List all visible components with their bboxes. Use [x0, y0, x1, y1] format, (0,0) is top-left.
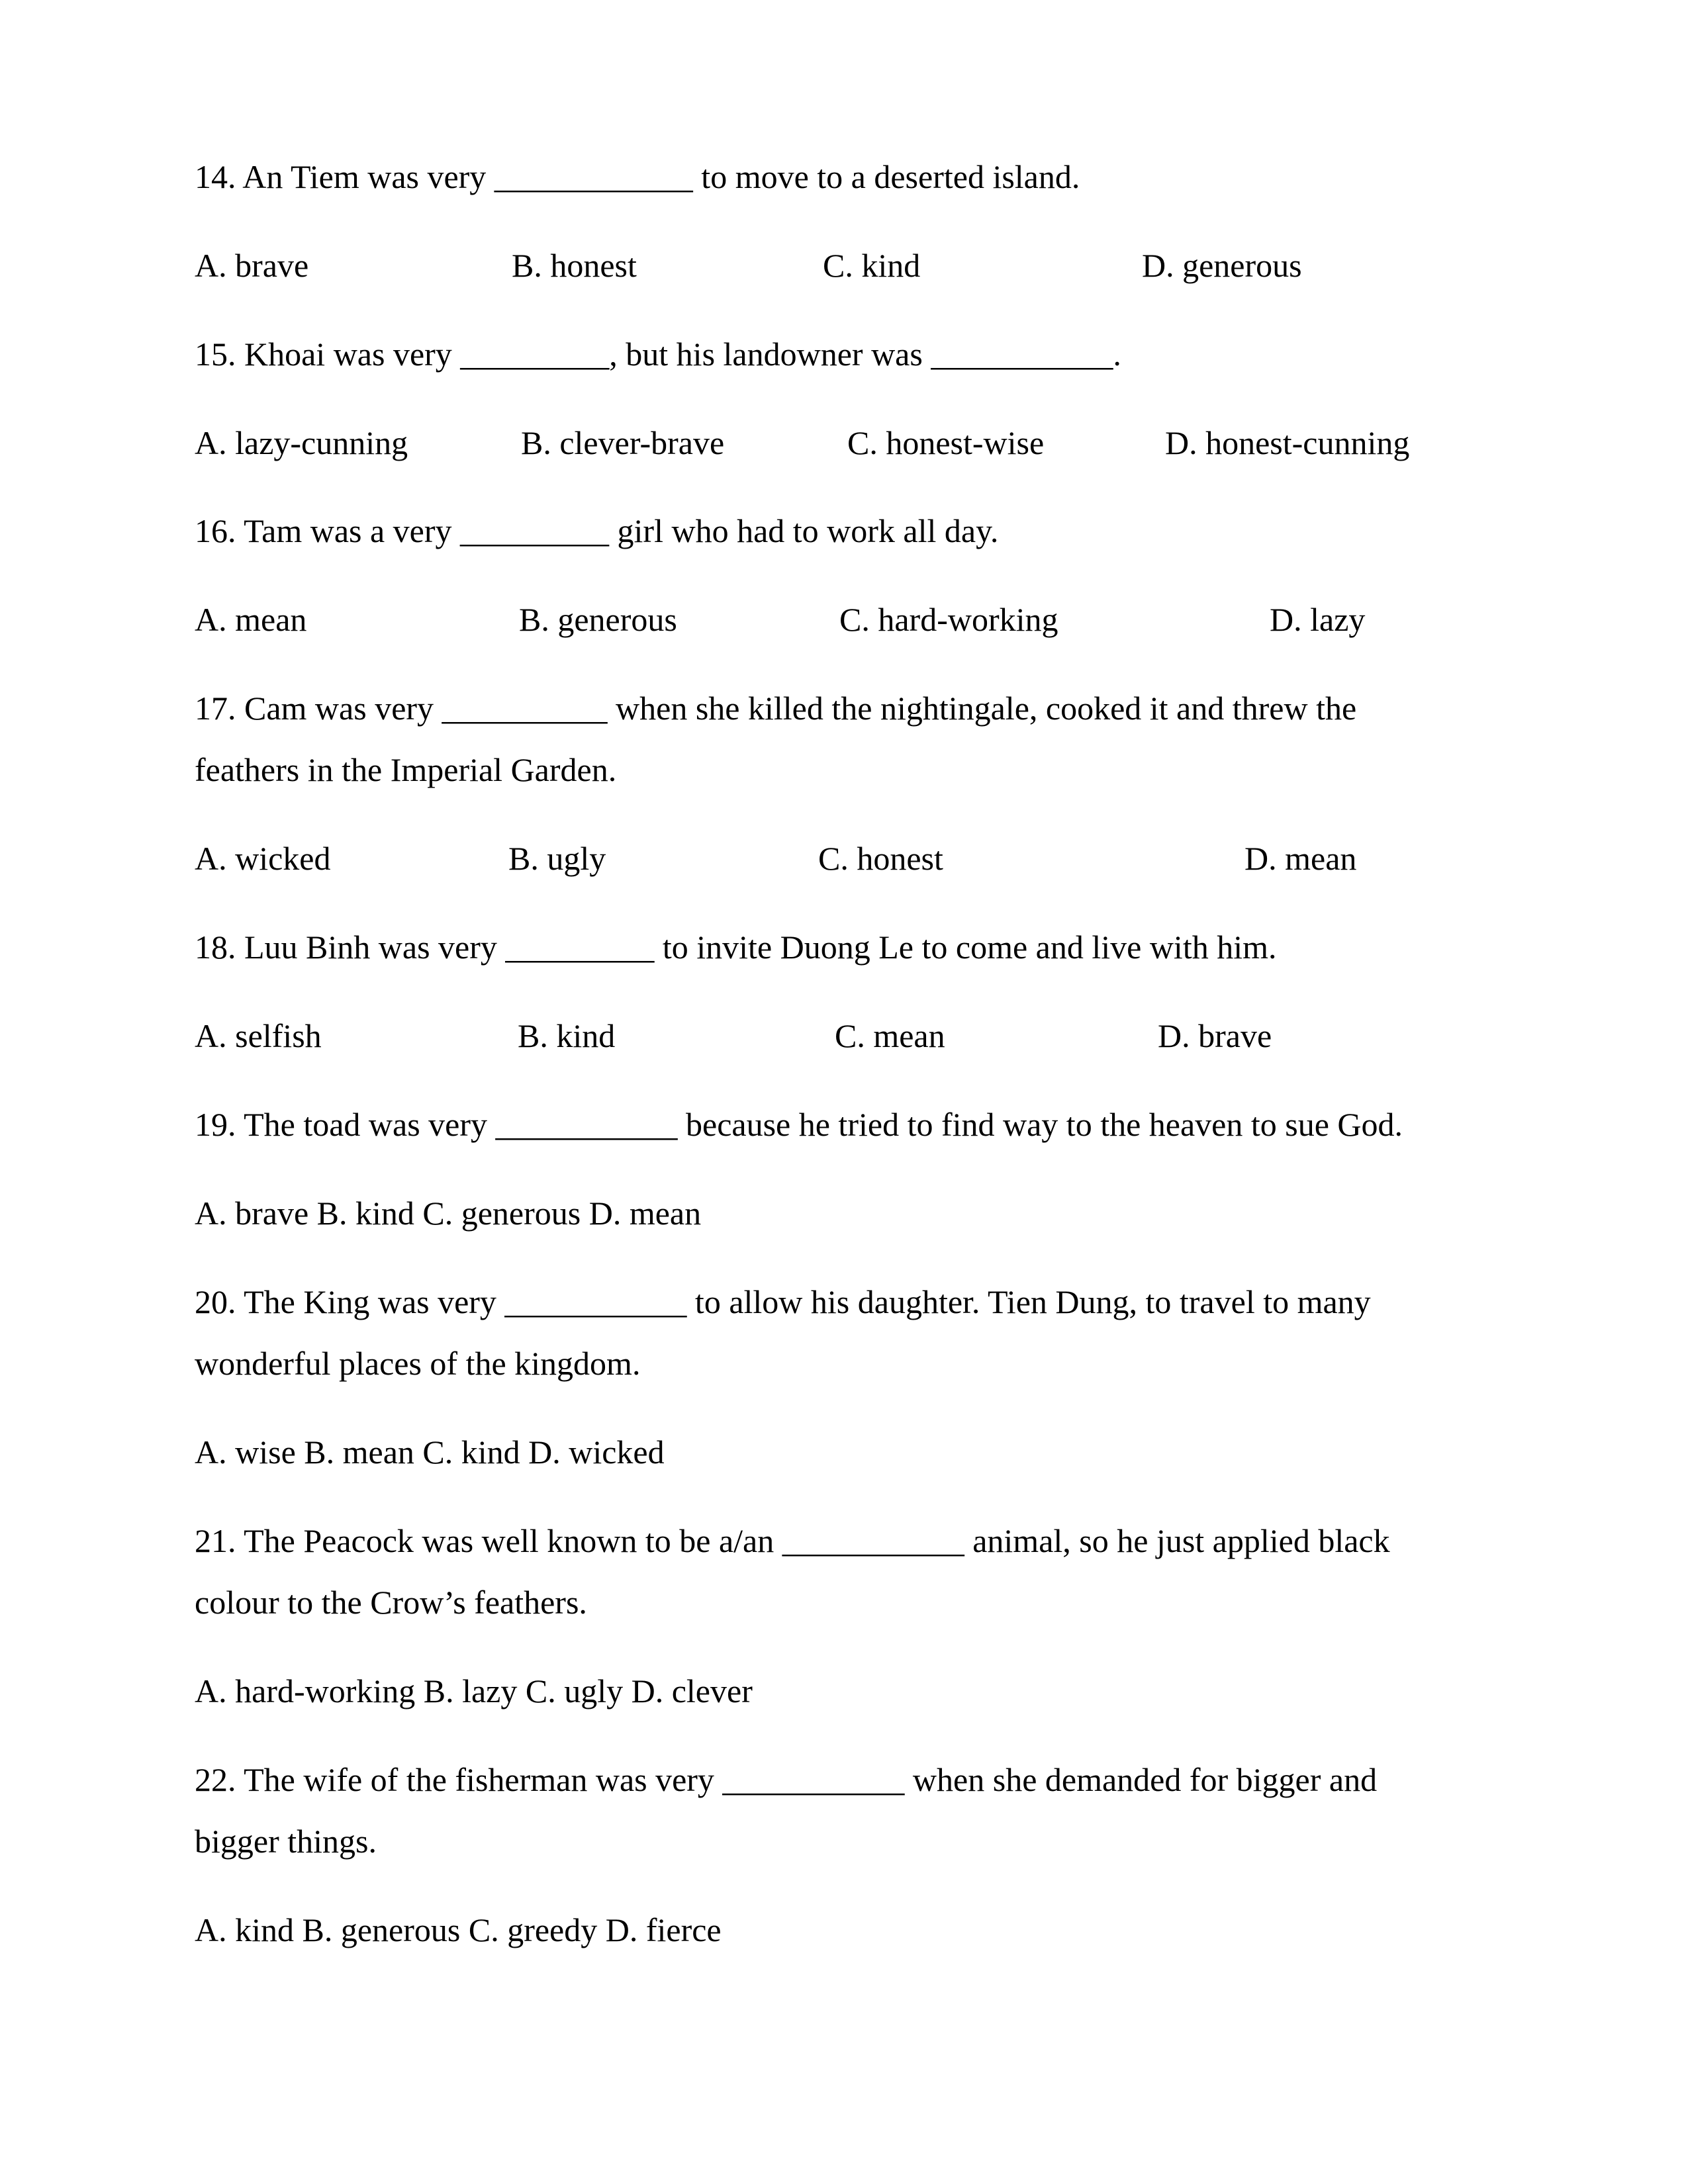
question-18-text: 18. Luu Binh was very _________ to invite Duong Le to come and live with him. [195, 929, 1277, 966]
q17-option-c: C. honest [818, 840, 943, 877]
q14-option-d: D. generous [1142, 247, 1302, 284]
q16-option-a: A. mean [195, 601, 307, 638]
q14-option-b: B. honest [512, 247, 637, 284]
q15-option-c: C. honest-wise [847, 424, 1045, 461]
question-16-text: 16. Tam was a very _________ girl who had to work all day. [195, 512, 999, 549]
question-21-text-line-1: 21. The Peacock was well known to be a/an ___________ animal, so he just applied black [195, 1522, 1390, 1559]
q16-option-c: C. hard-working [839, 601, 1058, 638]
q14-option-c: C. kind [823, 247, 921, 284]
q18-option-b: B. kind [518, 1017, 616, 1054]
q21-options: A. hard-working B. lazy C. ugly D. clever [195, 1672, 753, 1709]
question-17-text-line-2: feathers in the Imperial Garden. [195, 751, 617, 788]
question-17-text-line-1: 17. Cam was very __________ when she killed the nightingale, cooked it and threw the [195, 690, 1357, 727]
question-20-text-line-1: 20. The King was very ___________ to allow his daughter. Tien Dung, to travel to many [195, 1283, 1371, 1320]
q16-option-b: B. generous [519, 601, 677, 638]
question-19-text: 19. The toad was very ___________ because he tried to find way to the heaven to sue God. [195, 1106, 1403, 1143]
question-22-text-line-2: bigger things. [195, 1823, 377, 1860]
question-15-text: 15. Khoai was very _________, but his landowner was ___________. [195, 336, 1121, 373]
q18-option-c: C. mean [835, 1017, 945, 1054]
q18-option-d: D. brave [1158, 1017, 1272, 1054]
q17-option-b: B. ugly [508, 840, 606, 877]
question-22-text-line-1: 22. The wife of the fisherman was very ___________ when she demanded for bigger and [195, 1761, 1378, 1798]
q16-option-d: D. lazy [1270, 601, 1366, 638]
question-14-text: 14. An Tiem was very ____________ to move to a deserted island. [195, 158, 1080, 195]
q15-option-b: B. clever-brave [521, 424, 725, 461]
q15-option-d: D. honest-cunning [1165, 424, 1410, 461]
q18-option-a: A. selfish [195, 1017, 322, 1054]
q15-option-a: A. lazy-cunning [195, 424, 408, 461]
question-20-text-line-2: wonderful places of the kingdom. [195, 1345, 641, 1382]
q22-options: A. kind B. generous C. greedy D. fierce [195, 1911, 722, 1948]
q17-option-a: A. wicked [195, 840, 331, 877]
q17-option-d: D. mean [1244, 840, 1357, 877]
q14-option-a: A. brave [195, 247, 309, 284]
question-21-text-line-2: colour to the Crow’s feathers. [195, 1584, 587, 1621]
q19-options: A. brave B. kind C. generous D. mean [195, 1195, 702, 1232]
q20-options: A. wise B. mean C. kind D. wicked [195, 1433, 665, 1471]
